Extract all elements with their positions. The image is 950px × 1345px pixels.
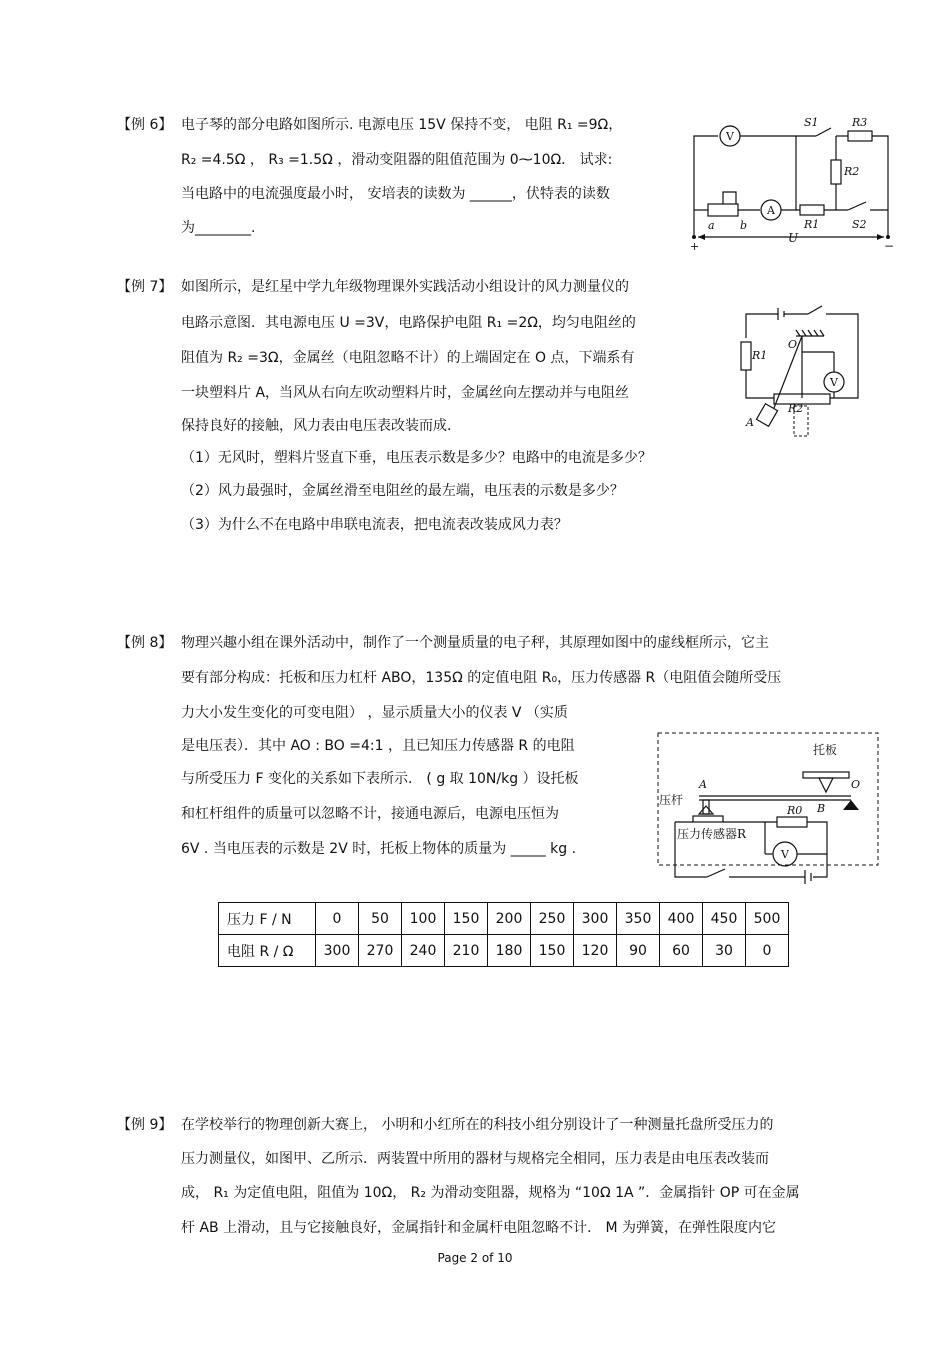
table-cell: 200 <box>488 903 531 935</box>
example-8-scale-figure <box>655 730 883 890</box>
table-cell: 240 <box>402 935 445 967</box>
table-cell: 210 <box>445 935 488 967</box>
example-7-wind-meter-figure <box>738 302 868 442</box>
fig8-label-sensor: 压力传感器R <box>677 827 747 841</box>
fig6-label-minus: − <box>884 239 895 252</box>
fig8-label-b: B <box>817 802 826 815</box>
table-cell: 50 <box>359 903 402 935</box>
fig7-label-a: A <box>746 416 754 429</box>
example-6-circuit-figure <box>688 112 903 252</box>
example-9-line-4: 杆 AB 上滑动，且与它接触良好，金属指针和金属杆电阻忽略不计． M 为弹簧，在弹性限度内它 <box>181 1220 777 1236</box>
fig6-label-v: V <box>726 130 734 143</box>
table-cell: 180 <box>488 935 531 967</box>
example-6-tag: 【例 6】 <box>117 117 173 133</box>
table-cell: 60 <box>660 935 703 967</box>
example-6-line-3: 当电路中的电流强度最小时， 安培表的读数为 ______，伏特表的读数 <box>181 186 610 202</box>
example-8-line-7: 6V . 当电压表的示数是 2V 时，托板上物体的质量为 _____ kg . <box>181 841 577 857</box>
fig6-label-plus: + <box>690 240 700 252</box>
fig8-label-o: O <box>851 778 861 791</box>
example-6-line-4: 为________. <box>181 220 256 236</box>
table-cell: 120 <box>574 935 617 967</box>
table-cell: 250 <box>531 903 574 935</box>
example-8-tag: 【例 8】 <box>117 635 173 651</box>
table-cell: 90 <box>617 935 660 967</box>
example-7-question-3: （3）为什么不在电路中串联电流表，把电流表改装成风力表？ <box>181 517 568 533</box>
example-8-line-3: 力大小发生变化的可变电阻） ，显示质量大小的仪表 V （实质 <box>181 705 568 721</box>
fig6-label-s2: S2 <box>852 218 867 231</box>
example-9-line-1: 在学校举行的物理创新大赛上， 小明和小红所在的科技小组分别设计了一种测量托盘所受压力的 <box>181 1117 774 1133</box>
table-head-force: 压力 F / N <box>219 903 316 935</box>
example-7-question-1: （1）无风时，塑料片竖直下垂，电压表示数是多少？电路中的电流是多少？ <box>181 450 652 466</box>
fig8-label-r0: R0 <box>787 804 803 817</box>
fig6-label-b-end: b <box>740 219 748 232</box>
fig8-label-v: V <box>781 848 789 861</box>
fig6-label-a-end: a <box>708 219 715 232</box>
table-cell: 270 <box>359 935 402 967</box>
example-9-line-3: 成， R₁ 为定值电阻，阻值为 10Ω， R₂ 为滑动变阻器，规格为 “10Ω 1A ”．金属指针 OP 可在金属 <box>181 1185 800 1201</box>
example-7-tag: 【例 7】 <box>117 279 173 295</box>
fig7-label-r2: R2 <box>788 402 804 415</box>
example-7-line-2: 电路示意图．其电源电压 U =3V，电路保护电阻 R₁ =2Ω，均匀电阻丝的 <box>181 315 636 331</box>
example-8-line-6: 和杠杆组件的质量可以忽略不计，接通电源后，电源电压恒为 <box>181 806 559 822</box>
fig7-label-o: O <box>788 338 798 351</box>
example-7-line-3: 阻值为 R₂ =3Ω，金属丝（电阻忽略不计）的上端固定在 O 点，下端系有 <box>181 350 635 366</box>
table-cell: 400 <box>660 903 703 935</box>
table-cell: 150 <box>531 935 574 967</box>
example-7-line-4: 一块塑料片 A，当风从右向左吹动塑料片时，金属丝向左摆动并与电阻丝 <box>181 385 630 401</box>
table-cell: 30 <box>703 935 746 967</box>
fig8-label-press-rod: 压杆 <box>659 793 684 807</box>
fig6-label-r3: R3 <box>852 116 868 129</box>
table-cell: 150 <box>445 903 488 935</box>
example-6-line-1: 电子琴的部分电路如图所示. 电源电压 15V 保持不变， 电阻 R₁ =9Ω， <box>181 117 623 133</box>
example-7-line-1: 如图所示，是红星中学九年级物理课外实践活动小组设计的风力测量仪的 <box>181 279 629 295</box>
example-7-line-5: 保持良好的接触，风力表由电压表改装而成． <box>181 418 461 434</box>
fig8-label-a: A <box>699 778 707 791</box>
table-row-force <box>219 903 789 935</box>
table-cell: 0 <box>746 935 789 967</box>
example-9-line-2: 压力测量仪，如图甲、乙所示．两装置中所用的器材与规格完全相同，压力表是由电压表改装而 <box>181 1151 769 1167</box>
example-8-line-1: 物理兴趣小组在课外活动中，制作了一个测量质量的电子秤，其原理如图中的虚线框所示，它主 <box>181 635 769 651</box>
fig7-label-r1: R1 <box>752 349 768 362</box>
fig6-label-r2: R2 <box>844 165 860 178</box>
fig6-label-r1: R1 <box>804 218 820 231</box>
table-cell: 0 <box>316 903 359 935</box>
example-9-tag: 【例 9】 <box>117 1117 173 1133</box>
fig8-label-tray: 托板 <box>813 743 838 757</box>
table-cell: 500 <box>746 903 789 935</box>
force-resistance-table <box>218 902 789 967</box>
example-8-line-4: 是电压表）．其中 AO : BO =4:1 ，且已知压力传感器 R 的电阻 <box>181 738 575 754</box>
example-7-question-2: （2）风力最强时，金属丝滑至电阻丝的最左端，电压表的示数是多少？ <box>181 483 624 499</box>
example-8-line-5: 与所受压力 F 变化的关系如下表所示． ( g 取 10N/kg ）设托板 <box>181 771 579 787</box>
table-cell: 450 <box>703 903 746 935</box>
fig6-label-u: U <box>788 231 799 245</box>
example-6-line-2: R₂ =4.5Ω ， R₃ =1.5Ω ，滑动变阻器的阻值范围为 0⁓10Ω． 试求: <box>181 152 613 168</box>
fig7-label-v: V <box>830 376 838 389</box>
example-8-line-2: 要有部分构成：托板和压力杠杆 ABO，135Ω 的定值电阻 R₀，压力传感器 R（电阻值会随所受压 <box>181 670 782 686</box>
table-row-resistance <box>219 935 789 967</box>
table-cell: 300 <box>574 903 617 935</box>
table-head-resistance: 电阻 R / Ω <box>219 935 316 967</box>
table-cell: 350 <box>617 903 660 935</box>
fig6-label-a: A <box>767 204 775 217</box>
page-footer: Page 2 of 10 <box>437 1251 513 1265</box>
fig6-label-s1: S1 <box>804 116 819 129</box>
table-cell: 300 <box>316 935 359 967</box>
table-cell: 100 <box>402 903 445 935</box>
